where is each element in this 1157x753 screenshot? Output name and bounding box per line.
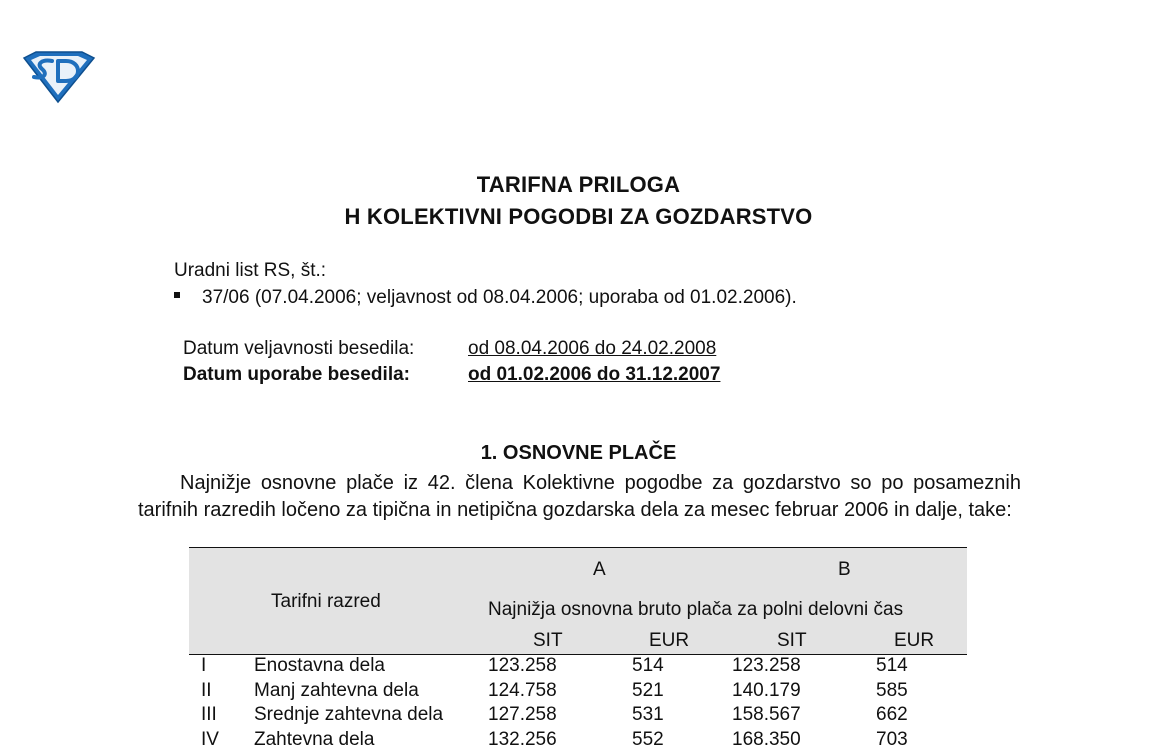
use-date-row <box>183 364 720 386</box>
cell-b-eur: 514 <box>876 655 908 677</box>
header-eur-a: EUR <box>649 630 689 652</box>
cell-a-eur: 514 <box>632 655 664 677</box>
salary-table <box>189 547 967 753</box>
table-row <box>189 655 967 680</box>
table-row <box>189 729 967 753</box>
cell-b-sit: 123.258 <box>732 655 801 677</box>
validity-date-value: od 08.04.2006 do 24.02.2008 <box>468 338 716 359</box>
use-date-value: od 01.02.2006 do 31.12.2007 <box>468 364 720 385</box>
header-tarifni-razred: Tarifni razred <box>271 591 381 613</box>
cell-name: Srednje zahtevna dela <box>254 704 443 726</box>
header-eur-b: EUR <box>894 630 934 652</box>
cell-num: II <box>201 680 212 702</box>
cell-name: Enostavna dela <box>254 655 385 677</box>
cell-a-sit: 124.758 <box>488 680 557 702</box>
cell-a-sit: 123.258 <box>488 655 557 677</box>
table-body <box>189 655 967 753</box>
table-row <box>189 680 967 705</box>
cell-a-sit: 132.256 <box>488 729 557 751</box>
table-header <box>189 547 967 655</box>
cell-name: Zahtevna dela <box>254 729 374 751</box>
cell-num: III <box>201 704 217 726</box>
header-subheader: Najnižja osnovna bruto plača za polni delovni čas <box>488 599 903 621</box>
company-logo <box>22 48 96 104</box>
cell-num: I <box>201 655 206 677</box>
cell-a-eur: 552 <box>632 729 664 751</box>
cell-b-sit: 158.567 <box>732 704 801 726</box>
header-sit-a: SIT <box>533 630 563 652</box>
uradni-list-entry-text: 37/06 (07.04.2006; veljavnost od 08.04.2006; uporaba od 01.02.2006). <box>202 287 797 308</box>
cell-b-eur: 585 <box>876 680 908 702</box>
document-title-line1: TARIFNA PRILOGA <box>0 172 1157 198</box>
header-group-a: A <box>593 559 606 581</box>
cell-a-eur: 531 <box>632 704 664 726</box>
cell-b-eur: 703 <box>876 729 908 751</box>
cell-name: Manj zahtevna dela <box>254 680 419 702</box>
validity-date-label: Datum veljavnosti besedila: <box>183 338 468 360</box>
section-heading: 1. OSNOVNE PLAČE <box>0 442 1157 465</box>
uradni-list-label: Uradni list RS, št.: <box>174 260 326 282</box>
document-title-line2: H KOLEKTIVNI POGODBI ZA GOZDARSTVO <box>0 204 1157 230</box>
cell-num: IV <box>201 729 219 751</box>
cell-a-sit: 127.258 <box>488 704 557 726</box>
cell-a-eur: 521 <box>632 680 664 702</box>
header-sit-b: SIT <box>777 630 807 652</box>
header-group-b: B <box>838 559 851 581</box>
cell-b-sit: 168.350 <box>732 729 801 751</box>
uradni-list-entry <box>174 287 797 309</box>
use-date-label: Datum uporabe besedila: <box>183 364 468 386</box>
validity-date-row <box>183 338 716 360</box>
bullet-square-icon <box>174 292 180 298</box>
cell-b-eur: 662 <box>876 704 908 726</box>
table-row <box>189 704 967 729</box>
cell-b-sit: 140.179 <box>732 680 801 702</box>
section-paragraph: Najnižje osnovne plače iz 42. člena Kolektivne pogodbe za gozdarstvo so po posameznih tarifnih razredih ločeno za tipična in netipična gozdarska dela za mesec februar 2006 in dalje, take: <box>138 470 1021 523</box>
